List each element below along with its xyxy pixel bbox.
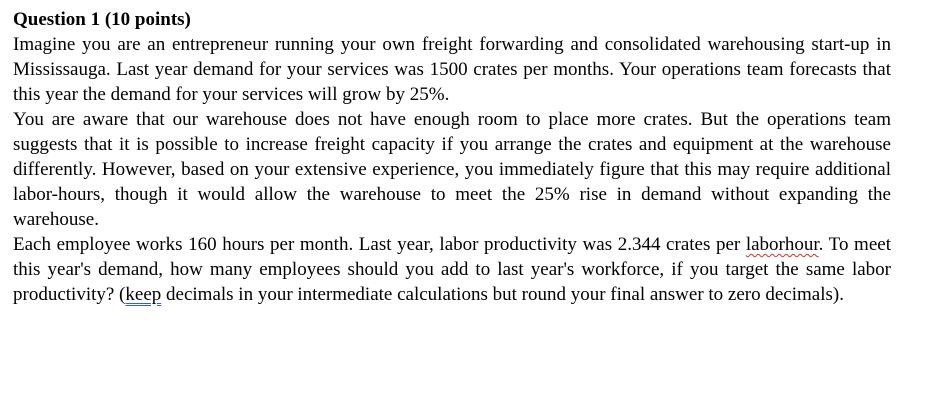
paragraph-scenario[interactable]: Imagine you are an entrepreneur running your own freight forwarding and consolidated warehousing start-up in Mississauga. Last year demand for your services was 1500 crates per months. Your operations team forecasts that this year the demand for your services will grow by 25%. [13,34,891,105]
paragraph-question[interactable] [13,232,891,307]
question-document [13,8,891,307]
question-text-part1: Each employee works 160 hours per month. Last year, labor productivity was 2.344 crates per [13,234,746,255]
paragraph-warehouse[interactable]: You are aware that our warehouse does not have enough room to place more crates. But the operations team suggests that it is possible to increase freight capacity if you arrange the crates and equipment at the warehouse differently. However, based on your extensive experience, you immediately figure that this may require additional labor-hours, though it would allow the warehouse to meet the 25% rise in demand without expanding the warehouse. [13,109,891,230]
question-text-part2: . To meet this year's demand, how many employees should you add to last year's workforce, if you target the same labor productivity? ( [13,234,891,305]
grammar-flagged-word[interactable]: keep [125,284,162,305]
question-title: Question 1 (10 points) [13,9,191,30]
question-text-part3: decimals in your intermediate calculations but round your final answer to zero decimals). [161,284,844,305]
spellcheck-flagged-word[interactable]: laborhour [745,234,819,255]
